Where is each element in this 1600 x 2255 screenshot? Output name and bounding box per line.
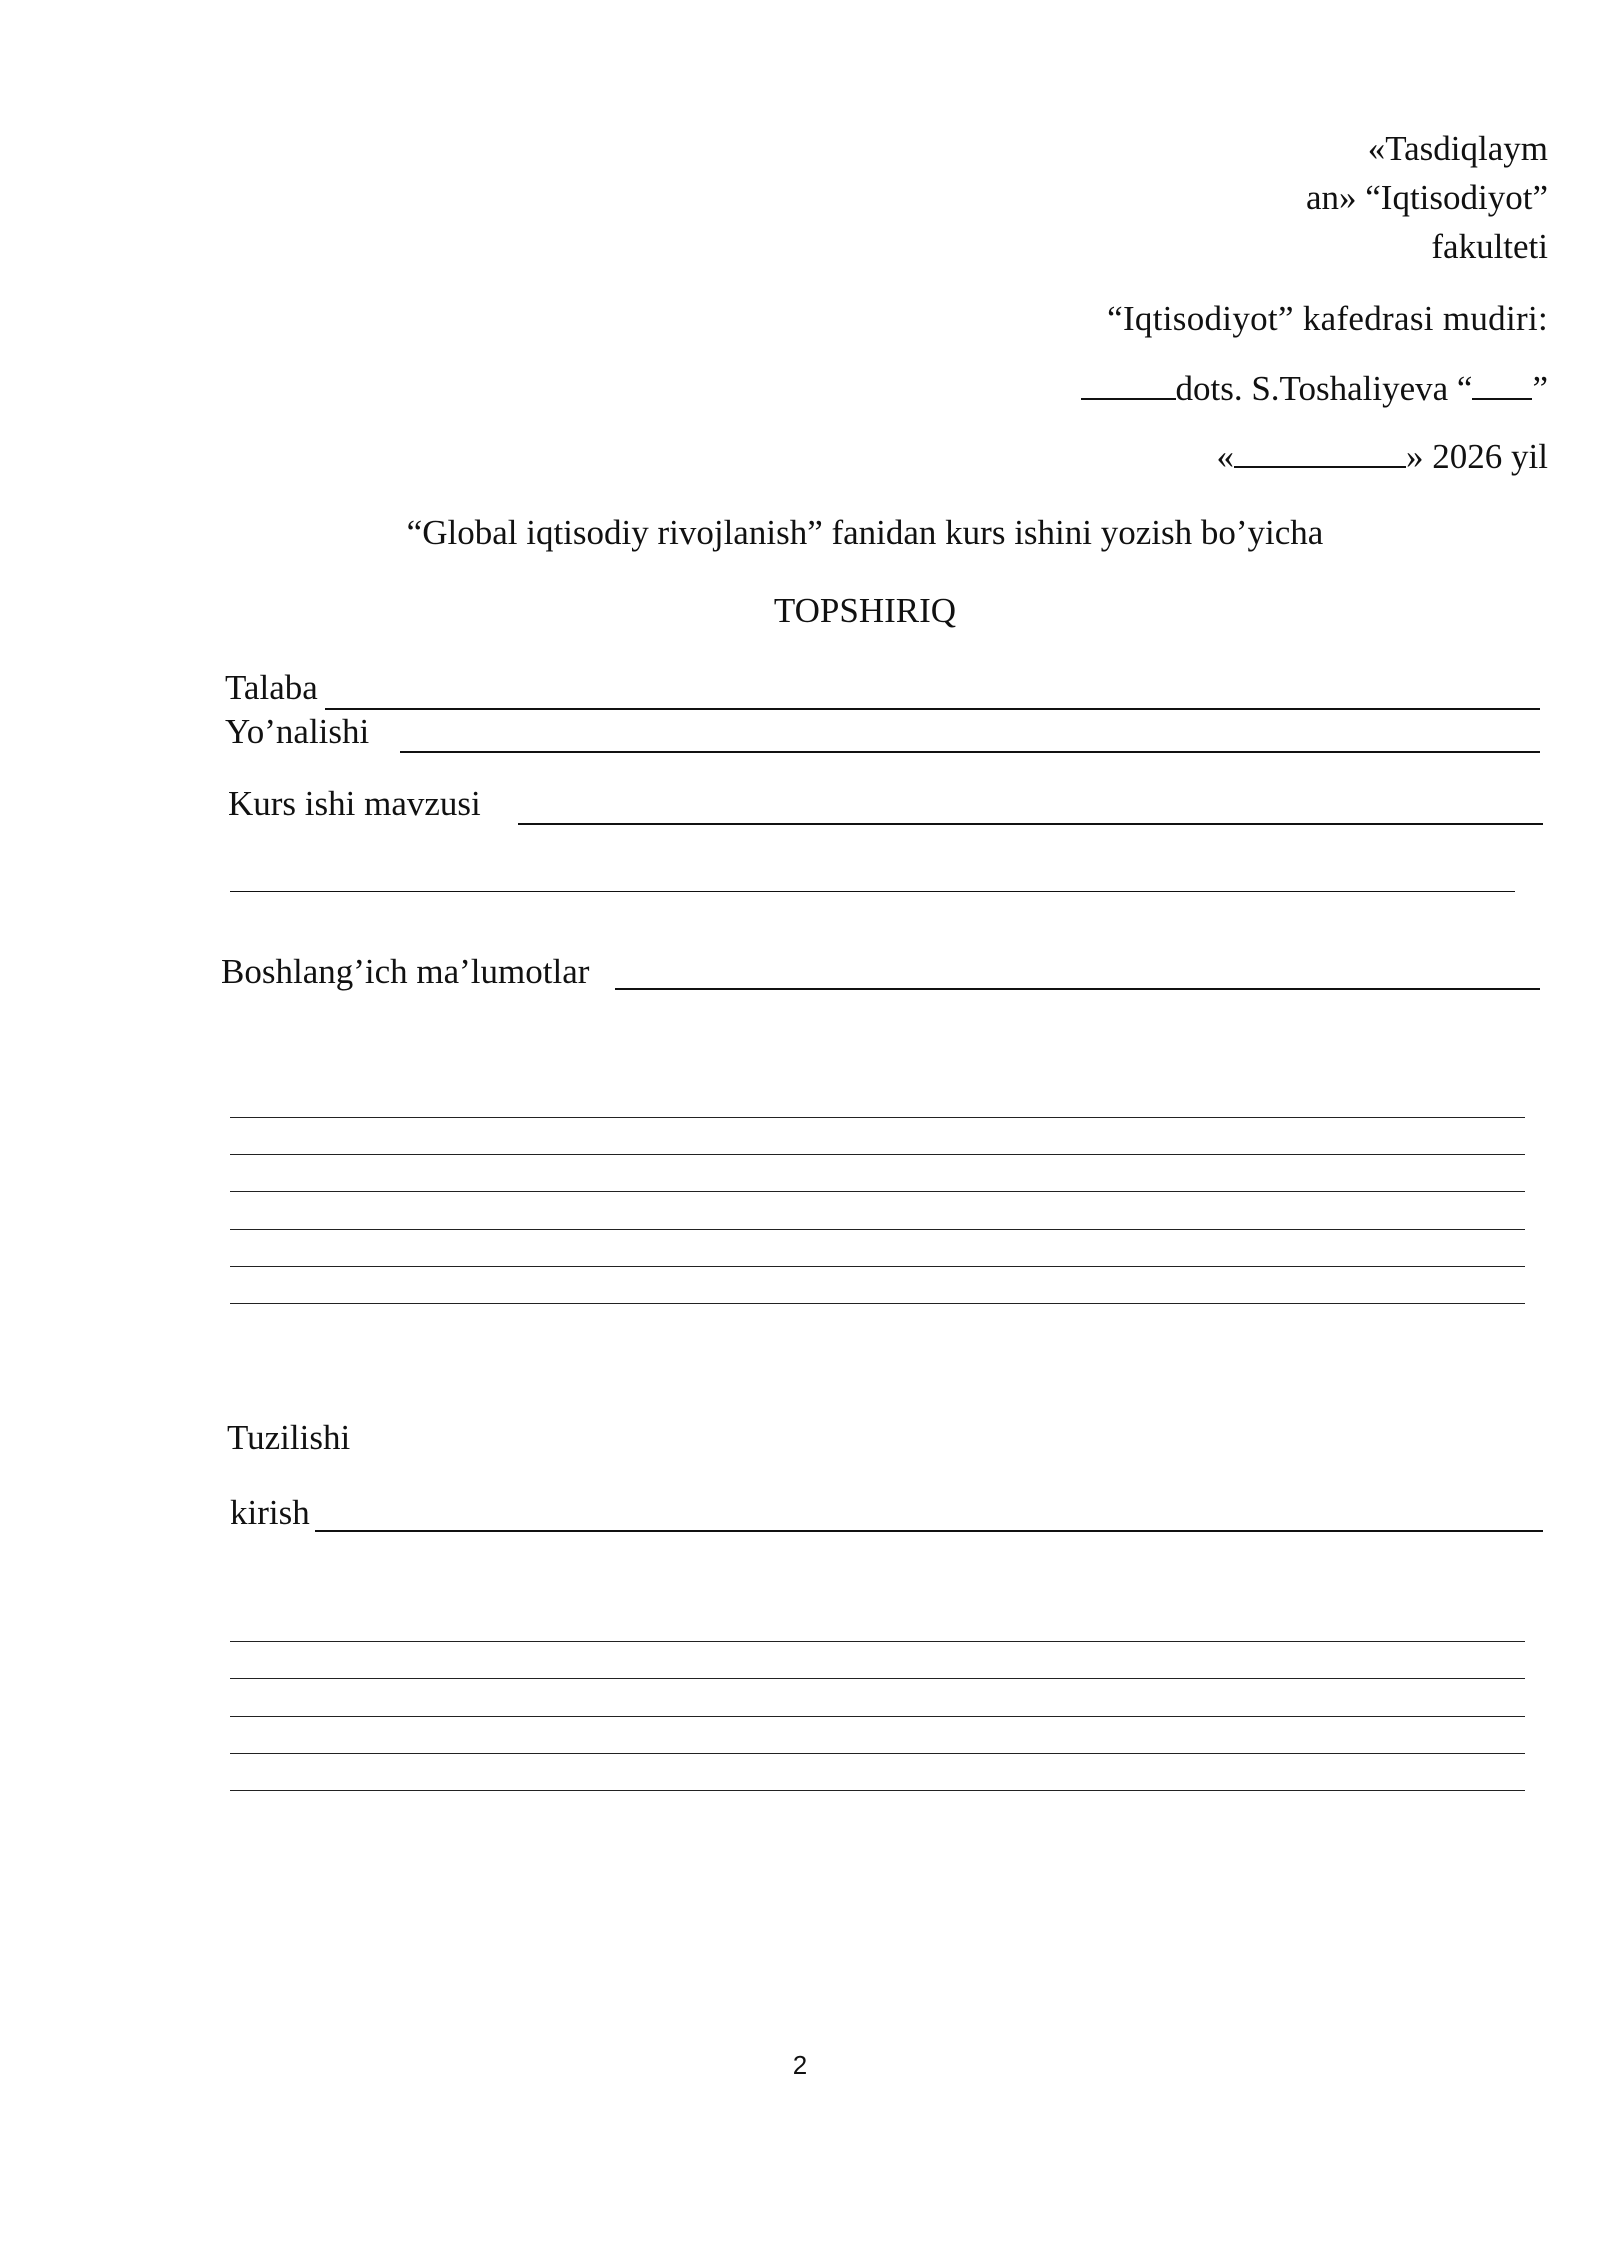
initial-data-line-1[interactable] xyxy=(230,1117,1525,1118)
month-blank[interactable] xyxy=(1234,436,1406,468)
department-head-label: “Iqtisodiyot” kafedrasi mudiri: xyxy=(1107,299,1548,338)
day-blank[interactable] xyxy=(1472,368,1532,400)
date-year: » 2026 yil xyxy=(1406,437,1548,476)
topic-input-line-2[interactable] xyxy=(230,891,1515,892)
intro-line-3[interactable] xyxy=(230,1716,1525,1717)
topic-input-line[interactable] xyxy=(518,823,1543,825)
signature-blank[interactable] xyxy=(1081,368,1176,400)
approval-line-1: «Tasdiqlaym xyxy=(1367,129,1548,168)
initial-data-input-line[interactable] xyxy=(615,988,1540,990)
approval-line-3: fakulteti xyxy=(1431,227,1548,266)
intro-line-4[interactable] xyxy=(230,1753,1525,1754)
signature-line xyxy=(1081,368,1549,410)
intro-input-line[interactable] xyxy=(315,1530,1543,1532)
assignment-subtitle: “Global iqtisodiy rivojlanish” fanidan kurs ishini yozish bo’yicha xyxy=(406,513,1324,552)
intro-line-2[interactable] xyxy=(230,1678,1525,1679)
approval-line-2: an» “Iqtisodiyot” xyxy=(1305,178,1548,217)
intro-label: kirish xyxy=(230,1493,310,1532)
initial-data-line-6[interactable] xyxy=(230,1303,1525,1304)
quote-close: ” xyxy=(1532,369,1548,408)
student-label: Talaba xyxy=(225,668,318,707)
initial-data-line-2[interactable] xyxy=(230,1154,1525,1155)
initial-data-line-4[interactable] xyxy=(230,1229,1525,1230)
structure-label: Tuzilishi xyxy=(227,1418,351,1457)
page-number: 2 xyxy=(792,2050,808,2080)
assignment-title: TOPSHIRIQ xyxy=(773,591,957,630)
initial-data-line-5[interactable] xyxy=(230,1266,1525,1267)
topic-label: Kurs ishi mavzusi xyxy=(228,784,481,823)
direction-label: Yo’nalishi xyxy=(225,712,370,751)
direction-input-line[interactable] xyxy=(400,751,1540,753)
head-name: dots. S.Toshaliyeva “ xyxy=(1175,369,1473,408)
intro-line-1[interactable] xyxy=(230,1641,1525,1642)
initial-data-line-3[interactable] xyxy=(230,1191,1525,1192)
student-input-line[interactable] xyxy=(325,708,1540,710)
date-line xyxy=(1217,436,1548,478)
initial-data-label: Boshlang’ich ma’lumotlar xyxy=(221,952,590,991)
intro-line-5[interactable] xyxy=(230,1790,1525,1791)
date-open: « xyxy=(1216,437,1235,476)
